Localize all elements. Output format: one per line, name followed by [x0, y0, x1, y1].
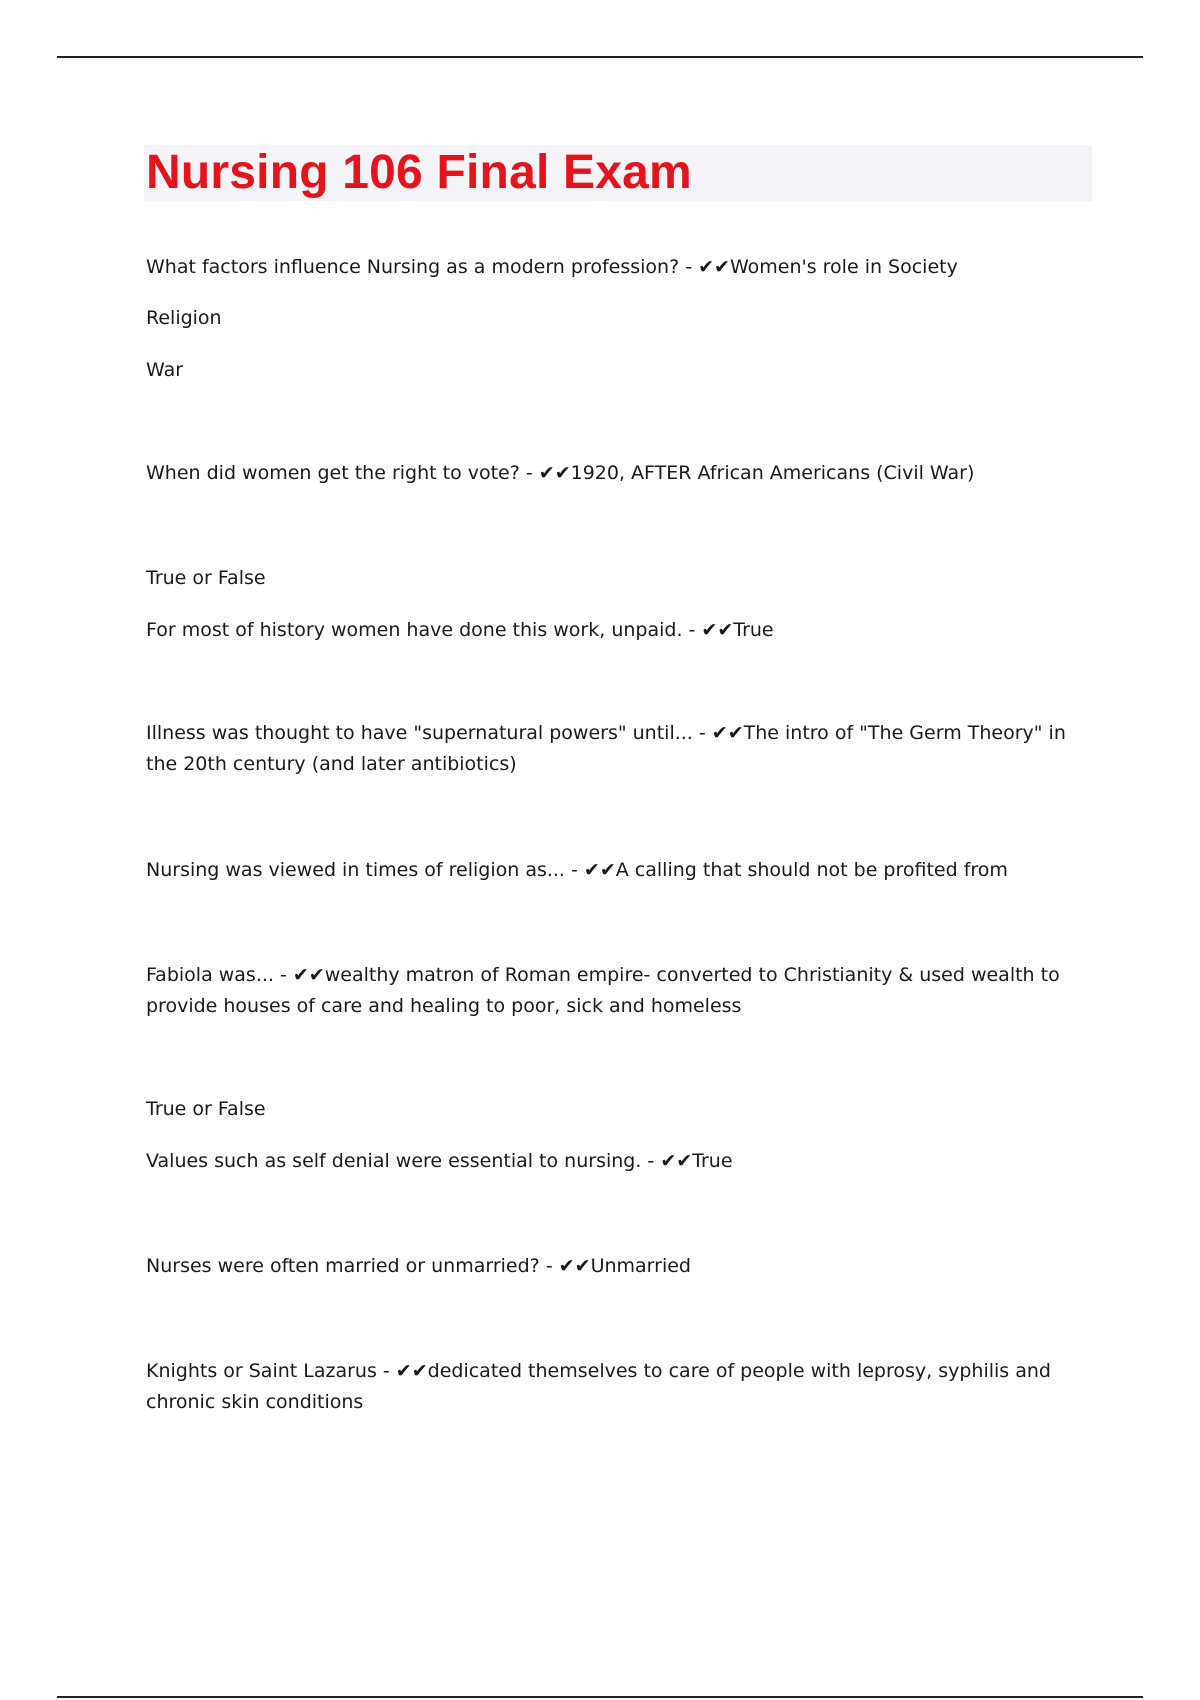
answer-text: True — [733, 619, 774, 641]
qa-item — [146, 458, 1086, 489]
check-mark-icon: - ✔✔ — [682, 619, 734, 641]
qa-item — [146, 1146, 1086, 1177]
answer-text: 1920, AFTER African Americans (Civil War) — [570, 462, 975, 484]
text-line: True or False — [146, 567, 266, 589]
bottom-rule — [57, 1696, 1143, 1698]
question-text: When did women get the right to vote? — [146, 462, 520, 484]
question-text: Illness was thought to have "supernatural powers" until... — [146, 722, 693, 744]
answer-text: Unmarried — [590, 1255, 691, 1277]
answer-text: Women's role in Society — [729, 256, 958, 278]
answer-text: A calling that should not be profited from — [615, 859, 1008, 881]
check-mark-icon: - ✔✔ — [273, 964, 325, 986]
page-title: Nursing 106 Final Exam — [146, 146, 692, 199]
question-text: For most of history women have done this work, unpaid. — [146, 619, 683, 641]
text-line: Religion — [146, 307, 222, 329]
check-mark-icon: - ✔✔ — [539, 1255, 591, 1277]
check-mark-icon: - ✔✔ — [692, 722, 744, 744]
answer-text: wealthy matron of Roman empire- converted to Christianity & used wealth to provide houses of care and healing to poor, sick and homeless — [146, 964, 1060, 1017]
qa-item — [146, 718, 1086, 780]
question-text: What factors influence Nursing as a modern profession? — [146, 256, 680, 278]
check-mark-icon: - ✔✔ — [376, 1360, 428, 1382]
question-text: Nurses were often married or unmarried? — [146, 1255, 540, 1277]
qa-item — [146, 855, 1086, 886]
check-mark-icon: - ✔✔ — [679, 256, 730, 278]
answer-text: dedicated themselves to care of people with leprosy, syphilis and chronic skin conditions — [146, 1360, 1051, 1413]
qa-item — [146, 252, 1086, 283]
question-text: Values such as self denial were essential to nursing. — [146, 1150, 642, 1172]
text-line: War — [146, 359, 184, 381]
qa-item — [146, 615, 1086, 646]
qa-item — [146, 1356, 1086, 1418]
answer-text: True — [692, 1150, 733, 1172]
check-mark-icon: - ✔✔ — [519, 462, 571, 484]
qa-item — [146, 960, 1086, 1022]
qa-item — [146, 1251, 1086, 1282]
question-text: Fabiola was... — [146, 964, 274, 986]
check-mark-icon: - ✔✔ — [564, 859, 616, 881]
top-rule — [57, 56, 1143, 58]
check-mark-icon: - ✔✔ — [641, 1150, 693, 1172]
question-text: Nursing was viewed in times of religion as... — [146, 859, 565, 881]
text-line: True or False — [146, 1098, 266, 1120]
answer-text: The intro of "The Germ Theory" in the 20th century (and later antibiotics) — [146, 722, 1066, 775]
question-text: Knights or Saint Lazarus — [146, 1360, 377, 1382]
